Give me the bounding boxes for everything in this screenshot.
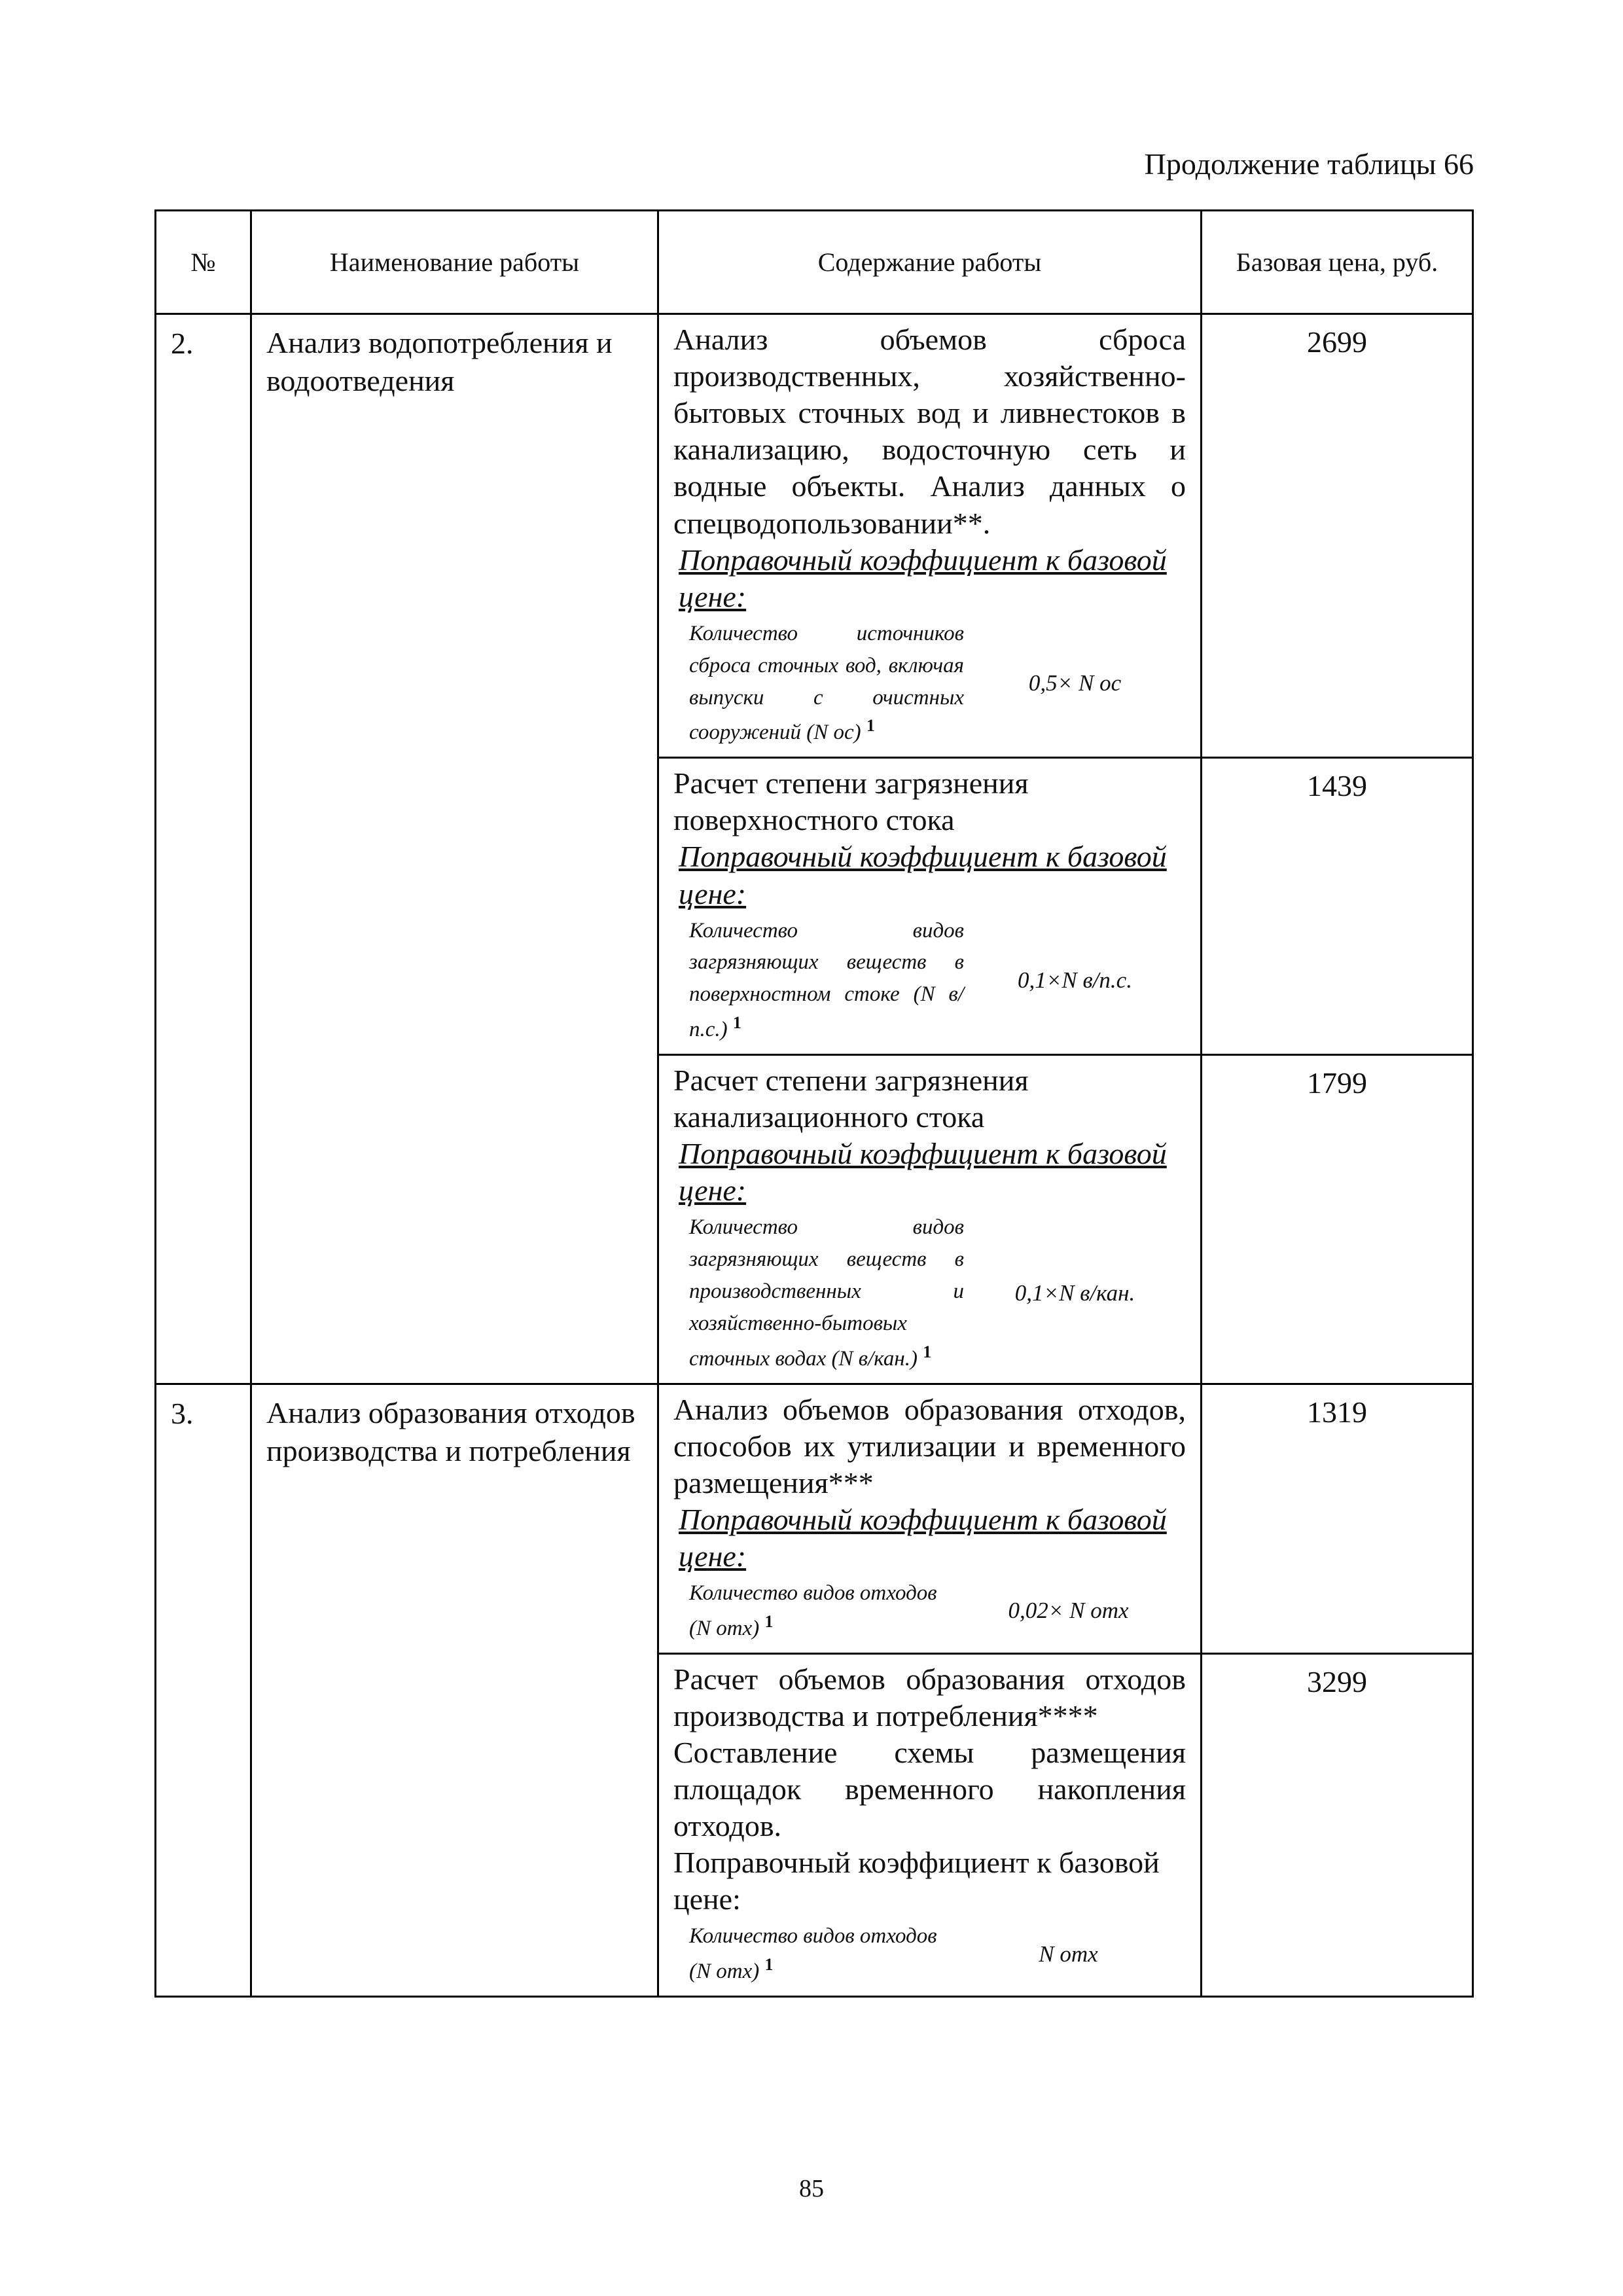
work-content [658, 1653, 1202, 1996]
header-no: № [156, 211, 251, 314]
work-description: Расчет степени загрязнения канализационного стока [673, 1063, 1029, 1134]
factor [673, 1211, 1186, 1374]
factor-formula: N отх [1039, 1941, 1098, 1967]
price-table [154, 209, 1474, 1998]
factor-label: Количество видов отходов (N отх) $^1$ [689, 1581, 937, 1640]
factor-label: Количество источников сброса сточных вод, включая выпуски с очистных сооружений (N ос) $^1$ [689, 621, 964, 745]
factor-formula: 0,1×N в/кан. [1014, 1280, 1135, 1306]
factor-label: Количество видов отходов (N отх) $^1$ [689, 1924, 937, 1984]
work-price: 1799 [1202, 1054, 1473, 1384]
table-header-row [156, 211, 1473, 314]
work-description: Расчет степени загрязнения поверхностного стока [673, 766, 1029, 837]
work-price: 1439 [1202, 758, 1473, 1055]
correction-coefficient-label: Поправочный коэффициент к базовой цене: [673, 1846, 1160, 1916]
work-content [658, 314, 1202, 758]
table-row [156, 1384, 1473, 1653]
factor [673, 1920, 1186, 1988]
work-price: 1319 [1202, 1384, 1473, 1653]
table-row [156, 314, 1473, 758]
work-content [658, 1054, 1202, 1384]
row-name: Анализ образования отходов производства и потребления [251, 1384, 658, 1997]
table-caption: Продолжение таблицы 66 [1144, 147, 1474, 181]
page-number: 85 [799, 2175, 824, 2202]
factor-label: Количество видов загрязняющих веществ в производственных и хозяйственно-бытовых сточных водах (N в/кан.) $^1$ [689, 1215, 964, 1371]
factor [673, 1577, 1186, 1645]
work-description: Анализ объемов образования отходов, способов их утилизации и временного размещения*** [673, 1392, 1186, 1499]
correction-coefficient-label: Поправочный коэффициент к базовой цене: [679, 543, 1167, 613]
factor-formula: 0,1×N в/п.с. [1018, 967, 1132, 993]
row-name: Анализ водопотребления и водоотведения [251, 314, 658, 1384]
header-name: Наименование работы [251, 211, 658, 314]
header-price: Базовая цена, руб. [1202, 211, 1473, 314]
factor-formula: 0,5× N ос [1028, 670, 1122, 696]
factor [673, 618, 1186, 749]
header-content: Содержание работы [658, 211, 1202, 314]
row-number: 2. [156, 314, 251, 1384]
factor-label: Количество видов загрязняющих веществ в поверхностном стоке (N в/п.с.) $^1$ [689, 918, 964, 1042]
work-content [658, 1384, 1202, 1653]
work-content [658, 758, 1202, 1055]
correction-coefficient-label: Поправочный коэффициент к базовой цене: [679, 1137, 1167, 1208]
correction-coefficient-label: Поправочный коэффициент к базовой цене: [679, 840, 1167, 910]
row-number: 3. [156, 1384, 251, 1997]
work-description: Анализ объемов сброса производственных, хозяйственно-бытовых сточных вод и ливнестоков в канализацию, водосточную сеть и водные объекты. Анализ данных о спецводопользовании**. [673, 323, 1186, 540]
work-description: Расчет объемов образования отходов производства и потребления**** [673, 1662, 1186, 1732]
work-price: 2699 [1202, 314, 1473, 758]
correction-coefficient-label: Поправочный коэффициент к базовой цене: [679, 1502, 1167, 1573]
factor [673, 915, 1186, 1046]
work-price: 3299 [1202, 1653, 1473, 1996]
work-description-extra: Составление схемы размещения площадок временного накопления отходов. [673, 1735, 1186, 1843]
factor-formula: 0,02× N отх [1008, 1598, 1129, 1624]
